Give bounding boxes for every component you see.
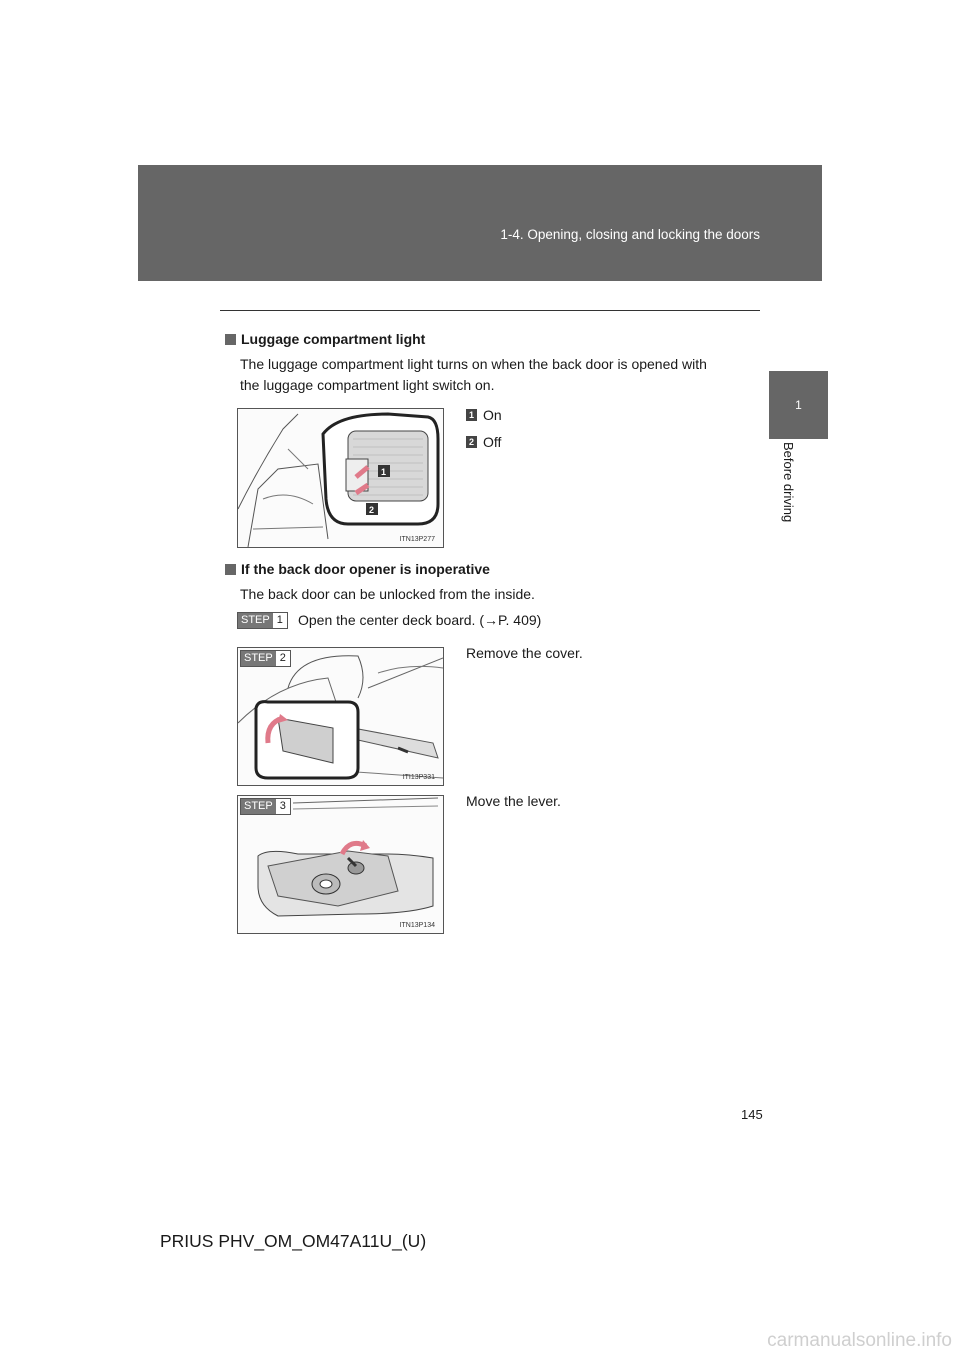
heading-luggage-text: Luggage compartment light [241, 331, 426, 347]
heading-back-door [225, 561, 490, 577]
luggage-paragraph [240, 354, 707, 396]
step-2-text: Remove the cover. [466, 645, 583, 661]
figure-move-lever [237, 795, 444, 934]
step-number: 2 [279, 652, 286, 664]
legend-off [466, 434, 501, 450]
svg-text:1: 1 [381, 467, 387, 477]
luggage-text-line2: the luggage compartment light switch on. [240, 377, 495, 393]
figure-luggage-light [237, 408, 444, 548]
legend-badge-2: 2 [466, 436, 477, 448]
square-bullet-icon [225, 334, 236, 345]
step-word: STEP [238, 613, 273, 628]
step-1-text: Open the center deck board. (→P. 409) [298, 612, 542, 628]
header-band [138, 165, 822, 281]
page-number: 145 [741, 1107, 763, 1122]
chapter-tab[interactable] [769, 371, 828, 439]
chapter-number: 1 [795, 398, 802, 412]
step-3-text: Move the lever. [466, 793, 561, 809]
luggage-light-illustration [238, 409, 443, 547]
footer-doc-id: PRIUS PHV_OM_OM47A11U_(U) [160, 1231, 427, 1251]
svg-text:2: 2 [369, 505, 375, 515]
legend-badge-1: 1 [466, 409, 477, 421]
step-1-badge [237, 612, 288, 629]
heading-back-door-text: If the back door opener is inoperative [241, 561, 490, 577]
luggage-text-line1: The luggage compartment light turns on when the back door is opened with [240, 356, 707, 372]
heading-luggage-light [225, 331, 425, 347]
move-lever-illustration [238, 796, 443, 933]
step-word: STEP [241, 651, 276, 666]
step-2-badge [240, 650, 291, 667]
remove-cover-illustration [238, 648, 443, 785]
step-number: 1 [276, 614, 283, 626]
step-number: 3 [279, 800, 286, 812]
step-3-badge [240, 798, 291, 815]
figure-remove-cover [237, 647, 444, 786]
figure-code: ITN13P277 [399, 536, 435, 543]
legend-on [466, 407, 502, 423]
divider [220, 310, 760, 311]
back-door-text: The back door can be unlocked from the inside. [240, 586, 535, 602]
section-title: 1-4. Opening, closing and locking the doors [500, 227, 760, 242]
step-word: STEP [241, 799, 276, 814]
figure-code: ITI13P331 [402, 774, 435, 781]
square-bullet-icon [225, 564, 236, 575]
legend-label-on: On [483, 407, 502, 423]
legend-label-off: Off [483, 434, 502, 450]
watermark: carmanualsonline.info [767, 1330, 952, 1351]
figure-code: ITN13P134 [399, 922, 435, 929]
chapter-label: Before driving [781, 442, 796, 523]
